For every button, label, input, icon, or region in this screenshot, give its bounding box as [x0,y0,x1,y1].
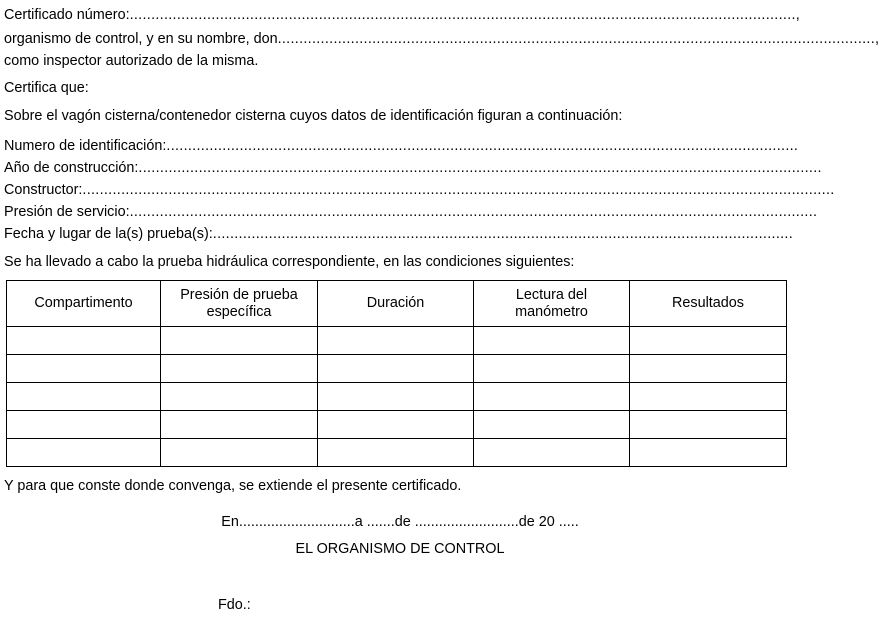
table-cell [7,327,161,355]
table-cell [630,383,787,411]
table-cell [318,411,474,439]
intro-paragraph: Sobre el vagón cisterna/contenedor cisterna cuyos datos de identificación figuran a continuación: [4,108,623,124]
table-cell [7,383,161,411]
column-header-gauge-reading: Lectura del manómetro [474,281,630,327]
certificate-number-line [4,6,800,24]
hydraulic-test-paragraph: Se ha llevado a cabo la prueba hidráulica correspondiente, en las condiciones siguientes: [4,254,575,270]
column-header-duration: Duración [318,281,474,327]
table-cell [474,439,630,467]
table-cell [630,411,787,439]
column-header-compartment: Compartimento [7,281,161,327]
column-header-results: Resultados [630,281,787,327]
table-cell [318,439,474,467]
certifica-heading: Certifica que: [4,80,89,96]
table-header-row [7,281,787,327]
table-cell [7,439,161,467]
field-label: Numero de identificación: [4,138,167,154]
control-body-dots: ........................................................................................................................................... [277,31,876,47]
table-row [7,383,787,411]
field-dots: ................................................................................................................................................... [166,138,799,154]
field-dots: ............................................................................................................................................................... [138,160,822,176]
field-constructor [4,181,835,199]
inspector-line: como inspector autorizado de la misma. [4,53,259,69]
table-cell [630,439,787,467]
table-cell [474,355,630,383]
control-body-comma: , [875,31,879,47]
certificate-number-dots: ........................................................................................................................................................... [129,7,796,23]
column-header-test-pressure: Presión de prueba específica [161,281,318,327]
date-place-line: En.............................a .......de ..........................de 20 ..... [221,514,579,530]
table-cell [474,383,630,411]
certificate-number-comma: , [795,7,800,23]
field-label: Presión de servicio: [4,204,130,220]
table-cell [7,411,161,439]
table-cell [318,355,474,383]
control-body-signature: EL ORGANISMO DE CONTROL [295,541,505,557]
table-cell [161,327,318,355]
field-test-date-place [4,225,792,243]
table-row [7,439,787,467]
field-label: Fecha y lugar de la(s) prueba(s): [4,226,213,242]
table-cell [474,411,630,439]
table-row [7,327,787,355]
table-cell [7,355,161,383]
table-cell [630,355,787,383]
table-cell [161,439,318,467]
field-label: Año de construcción: [4,160,139,176]
table-cell [630,327,787,355]
field-identification-number [4,137,799,155]
field-dots: ............................................................................................................................................................................... [82,182,835,198]
field-service-pressure [4,203,818,221]
table-row [7,355,787,383]
table-cell [318,327,474,355]
control-body-label: organismo de control, y en su nombre, don [4,31,278,47]
hydraulic-test-table [6,280,787,467]
signed-by-label: Fdo.: [218,597,251,613]
certificate-number-label: Certificado número: [4,7,130,23]
closing-statement: Y para que conste donde convenga, se extiende el presente certificado. [4,478,462,494]
table-cell [161,383,318,411]
field-construction-year [4,159,822,177]
field-dots: ....................................................................................................................................... [212,226,794,242]
control-body-line [4,30,879,48]
table-cell [474,327,630,355]
table-row [7,411,787,439]
table-cell [318,383,474,411]
table-cell [161,411,318,439]
field-dots: ................................................................................................................................................................ [129,204,818,220]
table-cell [161,355,318,383]
field-label: Constructor: [4,182,83,198]
